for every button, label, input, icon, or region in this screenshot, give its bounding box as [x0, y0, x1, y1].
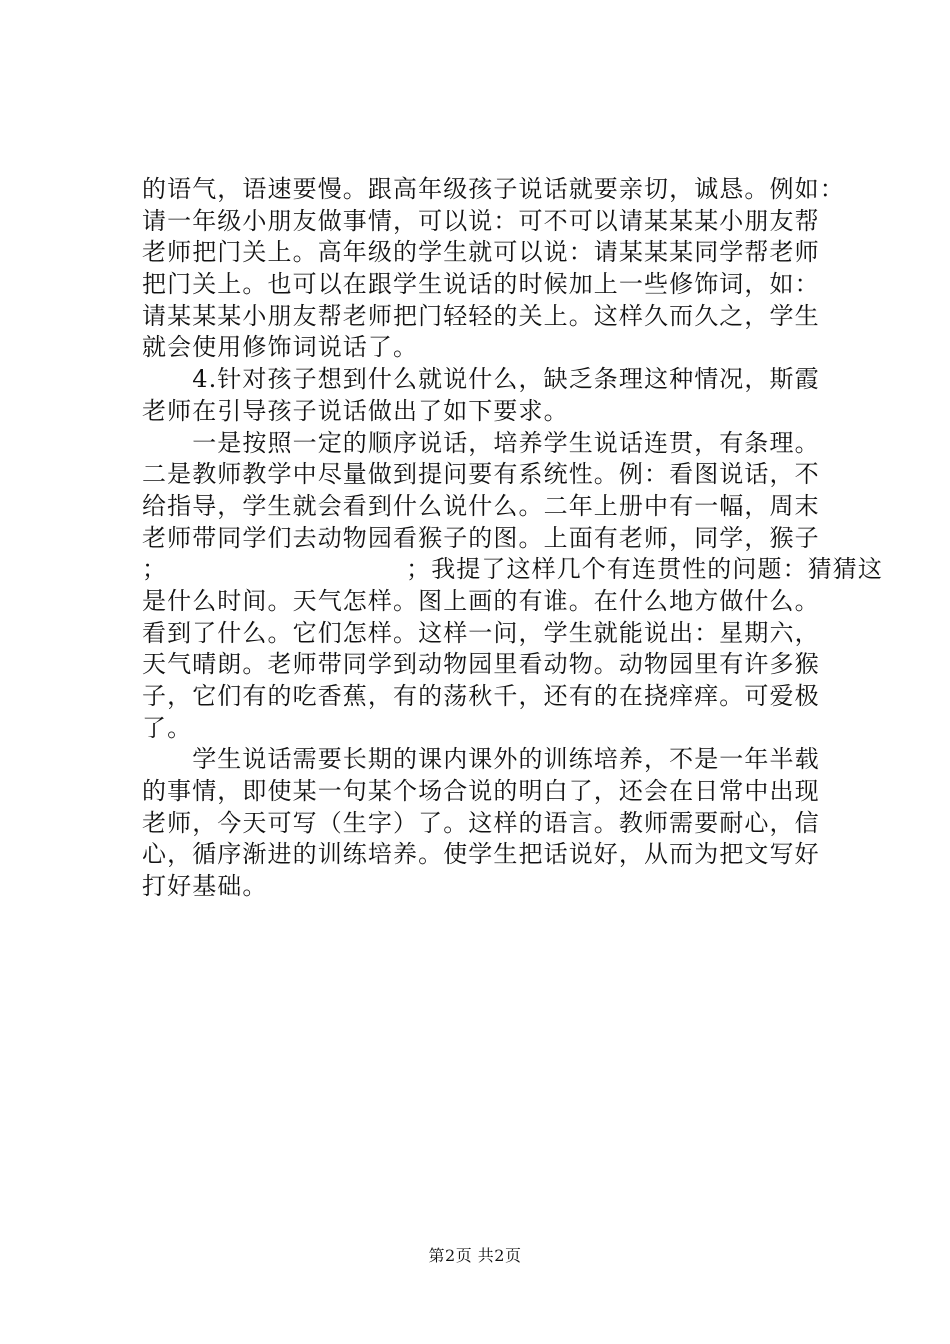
text-line: 把门关上。也可以在跟学生说话的时候加上一些修饰词，如：: [142, 270, 820, 299]
text-line: 老师在引导孩子说话做出了如下要求。: [142, 396, 569, 425]
text-line: 请一年级小朋友做事情，可以说：可不可以请某某某小朋友帮: [142, 206, 820, 235]
text-line: 的语气，语速要慢。跟高年级孩子说话就要亲切，诚恳。例如：: [142, 175, 845, 203]
text-line: 4.针对孩子想到什么就说什么，缺乏条理这种情况，斯霞: [142, 365, 820, 394]
text-line: 老师带同学们去动物园看猴子的图。上面有老师，同学，猴子: [142, 523, 820, 552]
text-line: 心，循序渐进的训练培养。使学生把话说好，从而为把文写好: [142, 840, 820, 869]
text-line: 的事情，即使某一句某个场合说的明白了，还会在日常中出现: [142, 777, 820, 806]
text-line: 打好基础。: [142, 872, 268, 901]
text-line: 看到了什么。它们怎样。这样一问，学生就能说出：星期六，: [142, 618, 820, 647]
text-line: 子，它们有的吃香蕉，有的荡秋千，还有的在挠痒痒。可爱极: [142, 682, 820, 710]
text-line: 学生说话需要长期的课内课外的训练培养，不是一年半载: [142, 745, 820, 774]
text-line: ； ；我提了这样几个有连贯性的问题：猜猜这: [142, 555, 883, 584]
page-number: 第2页 共2页: [428, 1246, 522, 1265]
text-line: 给指导，学生就会看到什么说什么。二年上册中有一幅，周末: [142, 491, 820, 520]
text-line: 请某某某小朋友帮老师把门轻轻的关上。这样久而久之，学生: [142, 301, 820, 330]
text-line: 了。: [142, 713, 193, 742]
text-line: 就会使用修饰词说话了。: [142, 333, 419, 362]
text-line: 老师把门关上。高年级的学生就可以说：请某某某同学帮老师: [142, 238, 820, 267]
text-line: 一是按照一定的顺序说话，培养学生说话连贯，有条理。: [142, 428, 820, 457]
text-line: 天气晴朗。老师带同学到动物园里看动物。动物园里有许多猴: [142, 650, 820, 679]
text-line: 老师，今天可写（生字）了。这样的语言。教师需要耐心，信: [142, 808, 820, 837]
text-line: 是什么时间。天气怎样。图上画的有谁。在什么地方做什么。: [142, 586, 820, 615]
text-line: 二是教师教学中尽量做到提问要有系统性。例：看图说话，不: [142, 460, 820, 489]
body-text: [142, 174, 883, 903]
